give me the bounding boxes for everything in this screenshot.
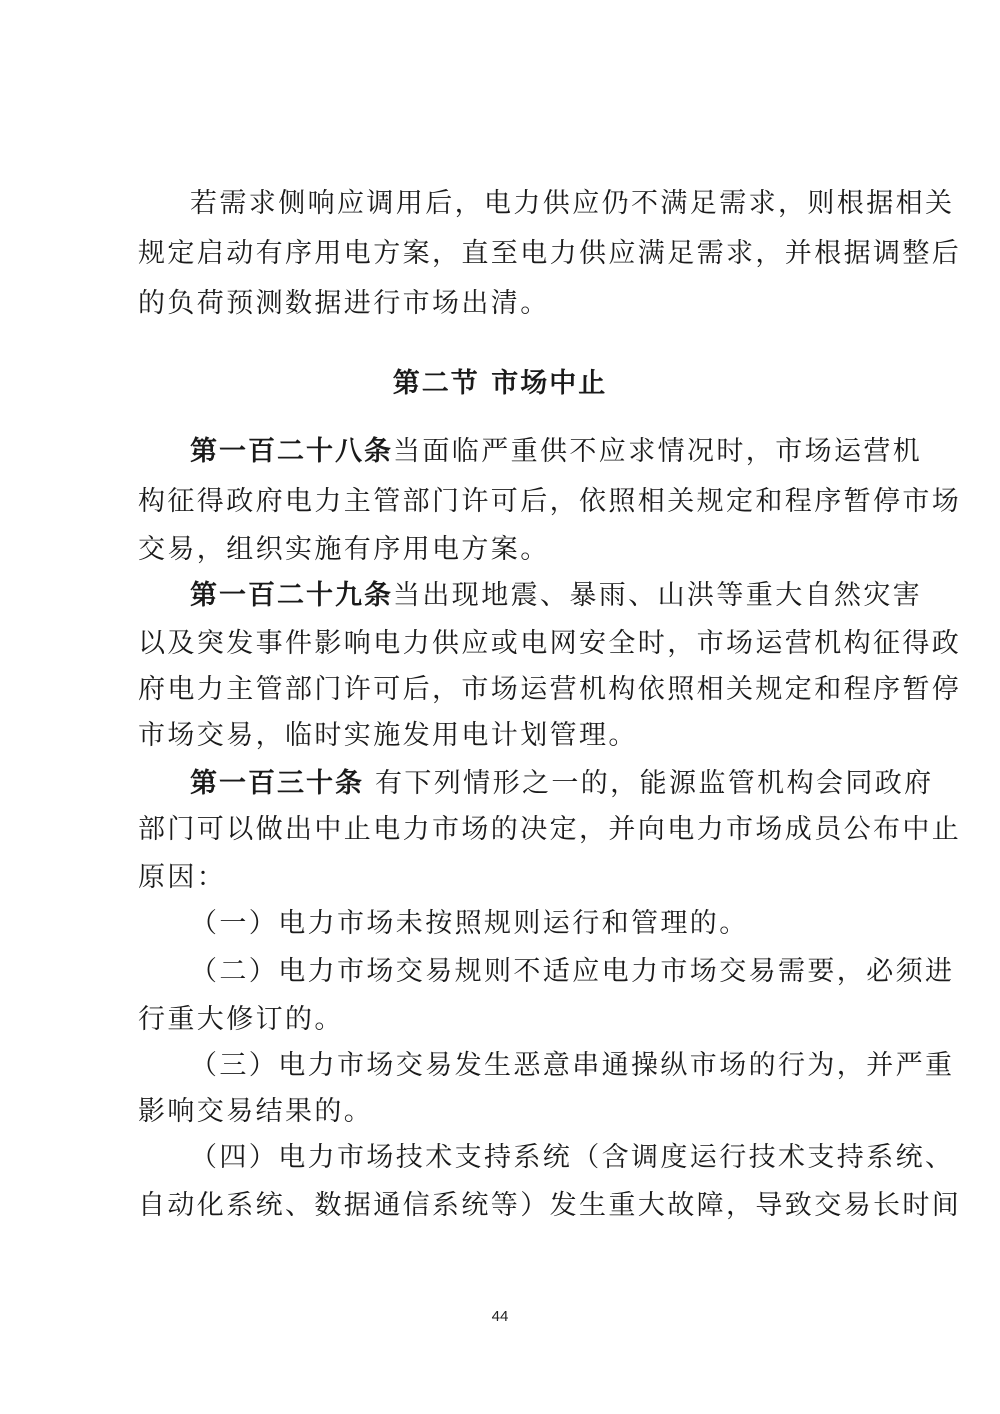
article-130-line xyxy=(190,766,934,802)
article-130-text: 有下列情形之一的，能源监管机构会同政府 xyxy=(364,768,934,799)
article-128-line xyxy=(190,434,923,470)
article-128-label: 第一百二十八条 xyxy=(190,436,393,467)
article-130-label: 第一百三十条 xyxy=(190,768,364,799)
list-item-continued: 行重大修订的。 xyxy=(138,1004,344,1035)
section-title: 第二节 市场中止 xyxy=(392,368,608,399)
article-130-line: 部门可以做出中止电力市场的决定，并向电力市场成员公布中止 xyxy=(138,814,962,845)
article-129-line: 市场交易，临时实施发用电计划管理。 xyxy=(138,720,638,751)
article-129-label: 第一百二十九条 xyxy=(190,580,393,611)
paragraph-line: 若需求侧响应调用后，电力供应仍不满足需求，则根据相关 xyxy=(190,188,955,219)
page-number: 44 xyxy=(491,1308,509,1325)
list-item-continued: 影响交易结果的。 xyxy=(138,1096,374,1127)
article-129-line xyxy=(190,578,923,614)
list-item: （四）电力市场技术支持系统（含调度运行技术支持系统、 xyxy=(190,1142,955,1173)
list-item-continued: 自动化系统、数据通信系统等）发生重大故障，导致交易长时间 xyxy=(138,1190,962,1221)
article-130-line: 原因： xyxy=(138,862,227,893)
article-129-line: 以及突发事件影响电力供应或电网安全时，市场运营机构征得政 xyxy=(138,628,962,659)
list-item: （三）电力市场交易发生恶意串通操纵市场的行为，并严重 xyxy=(190,1050,955,1081)
paragraph-line: 的负荷预测数据进行市场出清。 xyxy=(138,288,550,319)
article-128-line: 构征得政府电力主管部门许可后，依照相关规定和程序暂停市场 xyxy=(138,486,962,517)
paragraph-line: 规定启动有序用电方案，直至电力供应满足需求，并根据调整后 xyxy=(138,238,962,269)
article-129-line: 府电力主管部门许可后，市场运营机构依照相关规定和程序暂停 xyxy=(138,674,962,705)
list-item: （一）电力市场未按照规则运行和管理的。 xyxy=(190,908,749,939)
article-128-text: 当面临严重供不应求情况时，市场运营机 xyxy=(393,436,923,467)
article-128-line: 交易，组织实施有序用电方案。 xyxy=(138,534,550,565)
article-129-text: 当出现地震、暴雨、山洪等重大自然灾害 xyxy=(393,580,923,611)
list-item: （二）电力市场交易规则不适应电力市场交易需要，必须进 xyxy=(190,956,955,987)
